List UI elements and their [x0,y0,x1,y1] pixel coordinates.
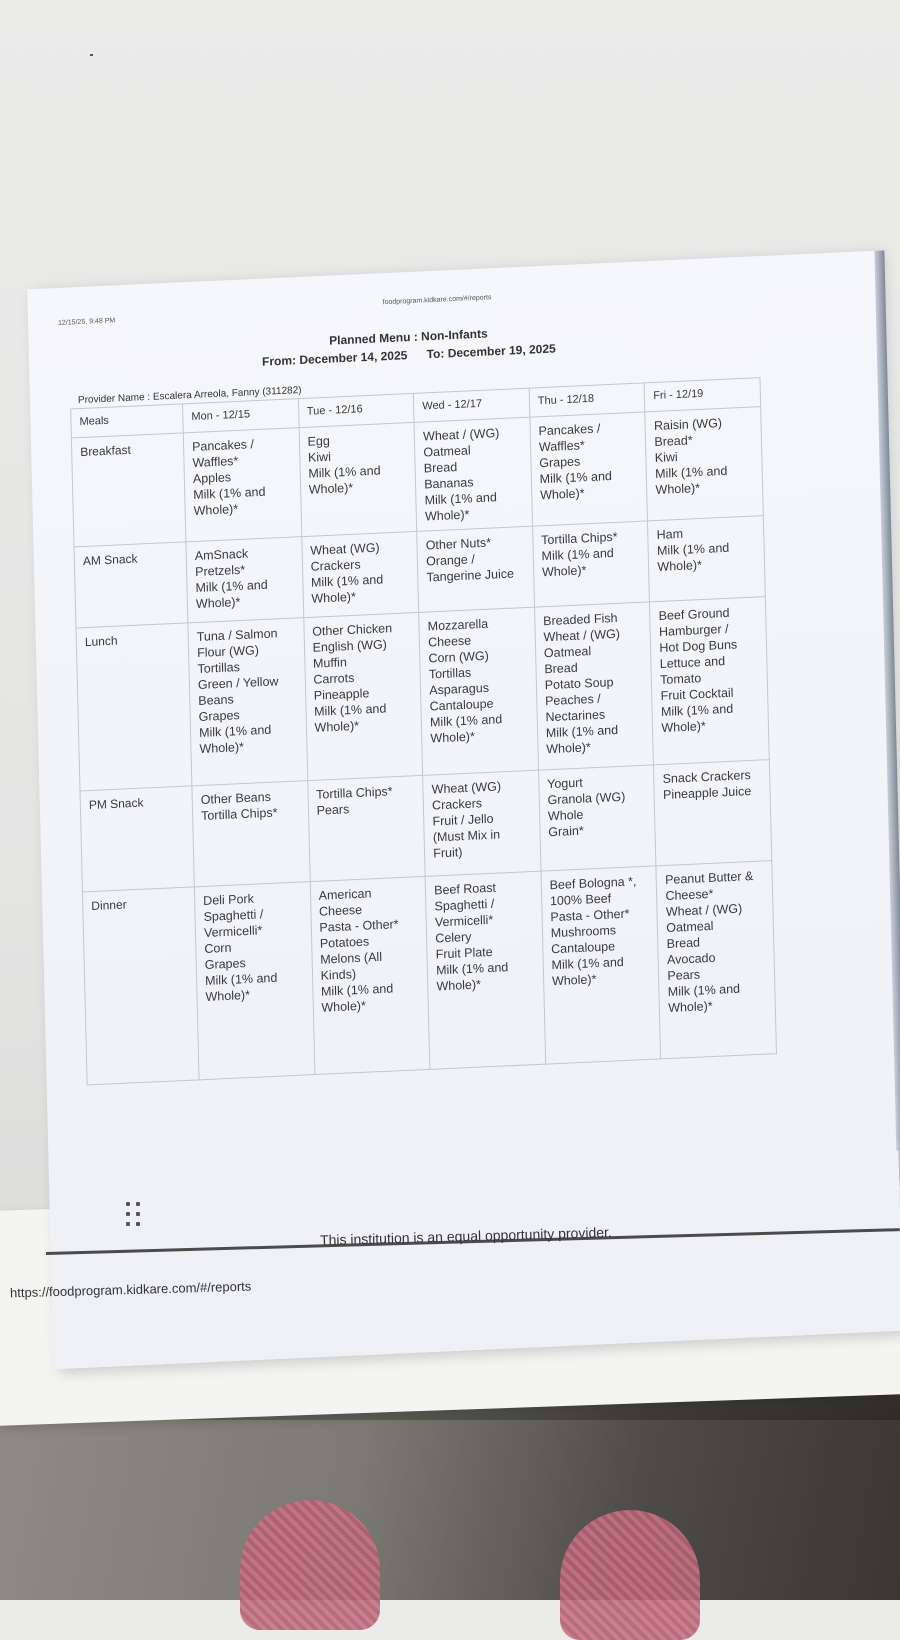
menu-item-line: Whole)* [314,718,360,735]
menu-item-line: Oatmeal [666,918,714,935]
menu-item-line: Asparagus [429,680,490,698]
column-header: Wed - 12/17 [414,388,530,422]
menu-item-line: Grapes [198,708,240,724]
from-date: From: December 14, 2025 [261,348,408,369]
menu-cell [307,775,425,881]
menu-item-line: Green / Yellow [197,674,279,692]
menu-row [82,861,776,1085]
footer-url: https://foodprogram.kidkare.com/#/reports [9,1278,252,1301]
menu-cell [656,861,776,1059]
menu-item-line: Mushrooms [550,923,617,941]
menu-item-line: Waffles* [538,438,585,455]
menu-cell [423,770,541,876]
menu-item-line: Milk (1% and [310,572,384,590]
menu-cell [538,765,656,871]
equal-opportunity-statement: This institution is an equal opportunity provider. [319,1223,613,1249]
menu-cell [192,781,310,887]
menu-item-line: Tortillas [197,660,241,676]
menu-item-line: Beef Ground [658,605,730,624]
menu-cell [419,607,538,775]
menu-item-line: Tortilla Chips* [200,805,278,823]
menu-cell [417,526,534,612]
menu-item-line: English (WG) [312,637,388,655]
menu-item-line: Cantaloupe [551,939,616,957]
menu-item-line: Peanut Butter & [664,868,754,887]
menu-item-line: Beans [198,692,234,708]
menu-item-line: Other Chicken [312,621,393,639]
menu-item-line: Potatoes [319,934,370,951]
menu-item-line: Whole)* [541,563,587,580]
menu-item-line: Tomato [660,671,702,688]
menu-item-line: Pancakes / [191,437,255,455]
menu-item-line: 100% Beef [549,891,612,909]
menu-item-line: Milk (1% and [435,960,509,978]
menu-item-line: Crackers [310,557,361,574]
meal-label: PM Snack [80,786,194,892]
menu-item-line: Milk (1% and [660,701,734,720]
right-shoe [560,1510,700,1640]
menu-item-line: Cheese* [665,886,714,903]
dust-speck [90,54,93,56]
menu-item-line: Pineapple Juice [662,783,752,803]
menu-item-line: Milk (1% and [539,468,613,487]
menu-item-line: Nectarines [545,707,606,725]
menu-item-line: Other Beans [200,789,272,807]
menu-item-line: Corn (WG) [428,648,490,666]
menu-item-line: Milk (1% and [308,463,381,481]
menu-item-line: Oatmeal [423,443,471,460]
menu-item-line: Kinds) [320,967,357,983]
menu-item-line: Milk (1% and [667,981,741,999]
menu-item-line: Wheat / (WG) [422,426,500,444]
menu-item-line: Whole [547,807,584,824]
grip-dots-icon [124,1200,144,1230]
menu-item-line: Fruit Plate [435,944,493,962]
menu-item-line: Bread [544,660,578,677]
menu-item-line: Whole)* [668,998,713,1015]
menu-item-line: Pears [667,967,701,983]
menu-item-line: Flour (WG) [196,643,260,660]
menu-item-line: Egg [307,433,330,449]
menu-cell [188,618,307,786]
menu-item-line: Pasta - Other* [550,906,630,925]
menu-cell [541,866,661,1064]
menu-item-line: Whole)* [193,501,239,518]
menu-item-line: Milk (1% and [424,490,497,508]
menu-item-line: Hamburger / [658,621,729,640]
menu-sheet [27,251,900,1369]
menu-cell [301,531,418,617]
menu-item-line: AmSnack [194,546,249,563]
menu-item-line: Carrots [313,670,355,687]
menu-item-line: Bread [666,935,701,951]
column-header: Mon - 12/15 [183,399,299,433]
menu-item-line: Breaded Fish [543,610,618,629]
menu-cell [194,882,314,1080]
menu-item-line: Bananas [424,475,474,492]
menu-item-line: Kiwi [654,449,678,466]
menu-item-line: Milk (1% and [195,577,268,595]
menu-item-line: Fruit Cocktail [660,685,734,704]
menu-item-line: Raisin (WG) [653,415,723,434]
menu-item-line: Milk (1% and [656,540,730,559]
menu-item-line: Milk (1% and [198,722,272,740]
menu-item-line: Whole)* [436,977,482,994]
menu-item-line: Vermicelli* [203,923,263,940]
menu-item-line: Vermicelli* [434,912,494,930]
print-url: foodprogram.kidkare.com/#/reports [382,294,492,307]
menu-cell [183,428,301,542]
menu-item-line: Milk (1% and [204,970,278,988]
menu-item-line: Other Nuts* [425,535,492,553]
menu-item-line: Cheese [318,902,363,919]
menu-body [71,407,776,1085]
menu-item-line: (Must Mix in [432,827,501,845]
menu-item-line: American [318,886,372,903]
menu-item-line: Yogurt [546,775,583,792]
menu-item-line: Milk (1% and [655,463,728,482]
menu-item-line: Whole)* [551,972,597,989]
menu-cell [310,876,430,1074]
menu-item-line: Tortillas [428,665,472,682]
print-timestamp: 12/15/25, 9:48 PM [57,317,116,327]
menu-item-line: Tangerine Juice [426,566,515,585]
provider-name: Provider Name : Escalera Arreola, Fanny (311282) [77,384,302,407]
column-header: Thu - 12/18 [529,383,645,417]
menu-item-line: Kiwi [307,449,332,465]
menu-item-line: Orange / [425,552,475,569]
menu-item-line: Oatmeal [543,644,592,661]
menu-item-line: Pears [316,802,350,818]
menu-item-line: Bread [423,460,458,476]
menu-item-line: Snack Crackers [662,768,751,787]
menu-item-line: Spaghetti / [203,907,264,924]
column-header: Fri - 12/19 [644,378,760,412]
menu-item-line: Cheese [427,633,472,650]
menu-item-line: Mozzarella [427,616,489,634]
menu-item-line: Fruit / Jello [432,811,494,829]
menu-item-line: Whole)* [661,718,706,736]
meal-label: AM Snack [74,542,188,628]
menu-item-line: Tortilla Chips* [541,529,618,548]
meal-label: Lunch [76,623,192,791]
menu-item-line: Milk (1% and [193,484,266,503]
menu-cell [425,871,545,1069]
menu-item-line: Whole)* [657,558,703,575]
menu-item-line: Wheat (WG) [310,540,380,558]
meal-label: Breakfast [71,433,186,547]
menu-item-line: Deli Pork [203,891,255,908]
menu-item-line: Whole)* [546,740,591,757]
menu-item-line: Muffin [312,655,347,671]
menu-item-line: Bread* [654,433,693,450]
menu-item-line: Wheat / (WG) [543,626,621,645]
menu-item-line: Milk (1% and [545,722,619,741]
menu-item-line: Pretzels* [194,562,246,579]
menu-item-line: Whole)* [655,481,701,498]
menu-item-line: Milk (1% and [320,981,394,999]
menu-item-line: Whole)* [321,998,367,1015]
meal-label: Dinner [82,887,199,1085]
menu-item-line: Wheat (WG) [431,779,502,797]
menu-item-line: Waffles* [192,453,239,471]
menu-item-line: Corn [204,940,232,956]
menu-item-line: Avocado [666,950,716,967]
menu-cell [299,422,417,536]
menu-item-line: Ham [656,526,684,543]
menu-item-line: Whole)* [430,729,476,746]
menu-item-line: Whole)* [205,987,251,1004]
menu-item-line: Hot Dog Buns [659,637,738,656]
menu-item-line: Grapes [204,956,246,972]
sheet-edge [874,250,900,1150]
menu-row [76,597,769,791]
menu-item-line: Tuna / Salmon [196,626,278,644]
menu-cell [645,407,763,521]
left-shoe [240,1500,380,1630]
menu-item-line: Apples [192,470,232,487]
menu-item-line: Milk (1% and [541,545,614,564]
menu-item-line: Grapes [539,454,581,471]
menu-cell [534,602,653,770]
menu-item-line: Melons (All [320,949,383,967]
menu-item-line: Milk (1% and [314,701,387,719]
menu-item-line: Tortilla Chips* [316,784,393,802]
menu-item-line: Fruit) [433,845,463,861]
menu-item-line: Whole)* [424,507,470,524]
menu-item-line: Milk (1% and [429,712,503,730]
menu-item-line: Milk (1% and [551,954,624,973]
menu-item-line: Pancakes / [538,421,601,439]
menu-item-line: Whole)* [539,486,585,503]
menu-cell [648,516,765,602]
menu-item-line: Pasta - Other* [319,917,399,935]
menu-cell [532,521,649,607]
menu-item-line: Crackers [431,796,483,813]
menu-cell [186,537,303,623]
menu-item-line: Whole)* [195,594,241,611]
to-date: To: December 19, 2025 [426,341,556,362]
menu-item-line: Whole)* [311,589,357,606]
menu-item-line: Wheat / (WG) [665,901,743,919]
menu-cell [650,597,769,765]
menu-item-line: Cantaloupe [429,696,494,714]
menu-cell [303,612,422,780]
menu-item-line: Beef Roast [433,880,497,898]
menu-item-line: Peaches / [544,691,601,709]
menu-cell [654,760,772,866]
menu-item-line: Spaghetti / [434,896,495,914]
menu-item-line: Pineapple [313,686,370,703]
menu-item-line: Celery [435,929,472,946]
menu-item-line: Potato Soup [544,675,614,693]
menu-cell [414,417,532,531]
menu-item-line: Grain* [548,823,584,840]
menu-item-line: Whole)* [308,480,354,497]
menu-cell [530,412,648,526]
menu-item-line: Beef Bologna *, [549,874,637,893]
menu-item-line: Lettuce and [659,654,726,672]
column-header: Meals [71,404,184,438]
menu-item-line: Granola (WG) [547,789,626,808]
menu-item-line: Whole)* [199,739,245,756]
column-header: Tue - 12/16 [298,393,414,427]
menu-table [70,377,777,1085]
page-title: Planned Menu : Non-Infants [329,326,488,348]
